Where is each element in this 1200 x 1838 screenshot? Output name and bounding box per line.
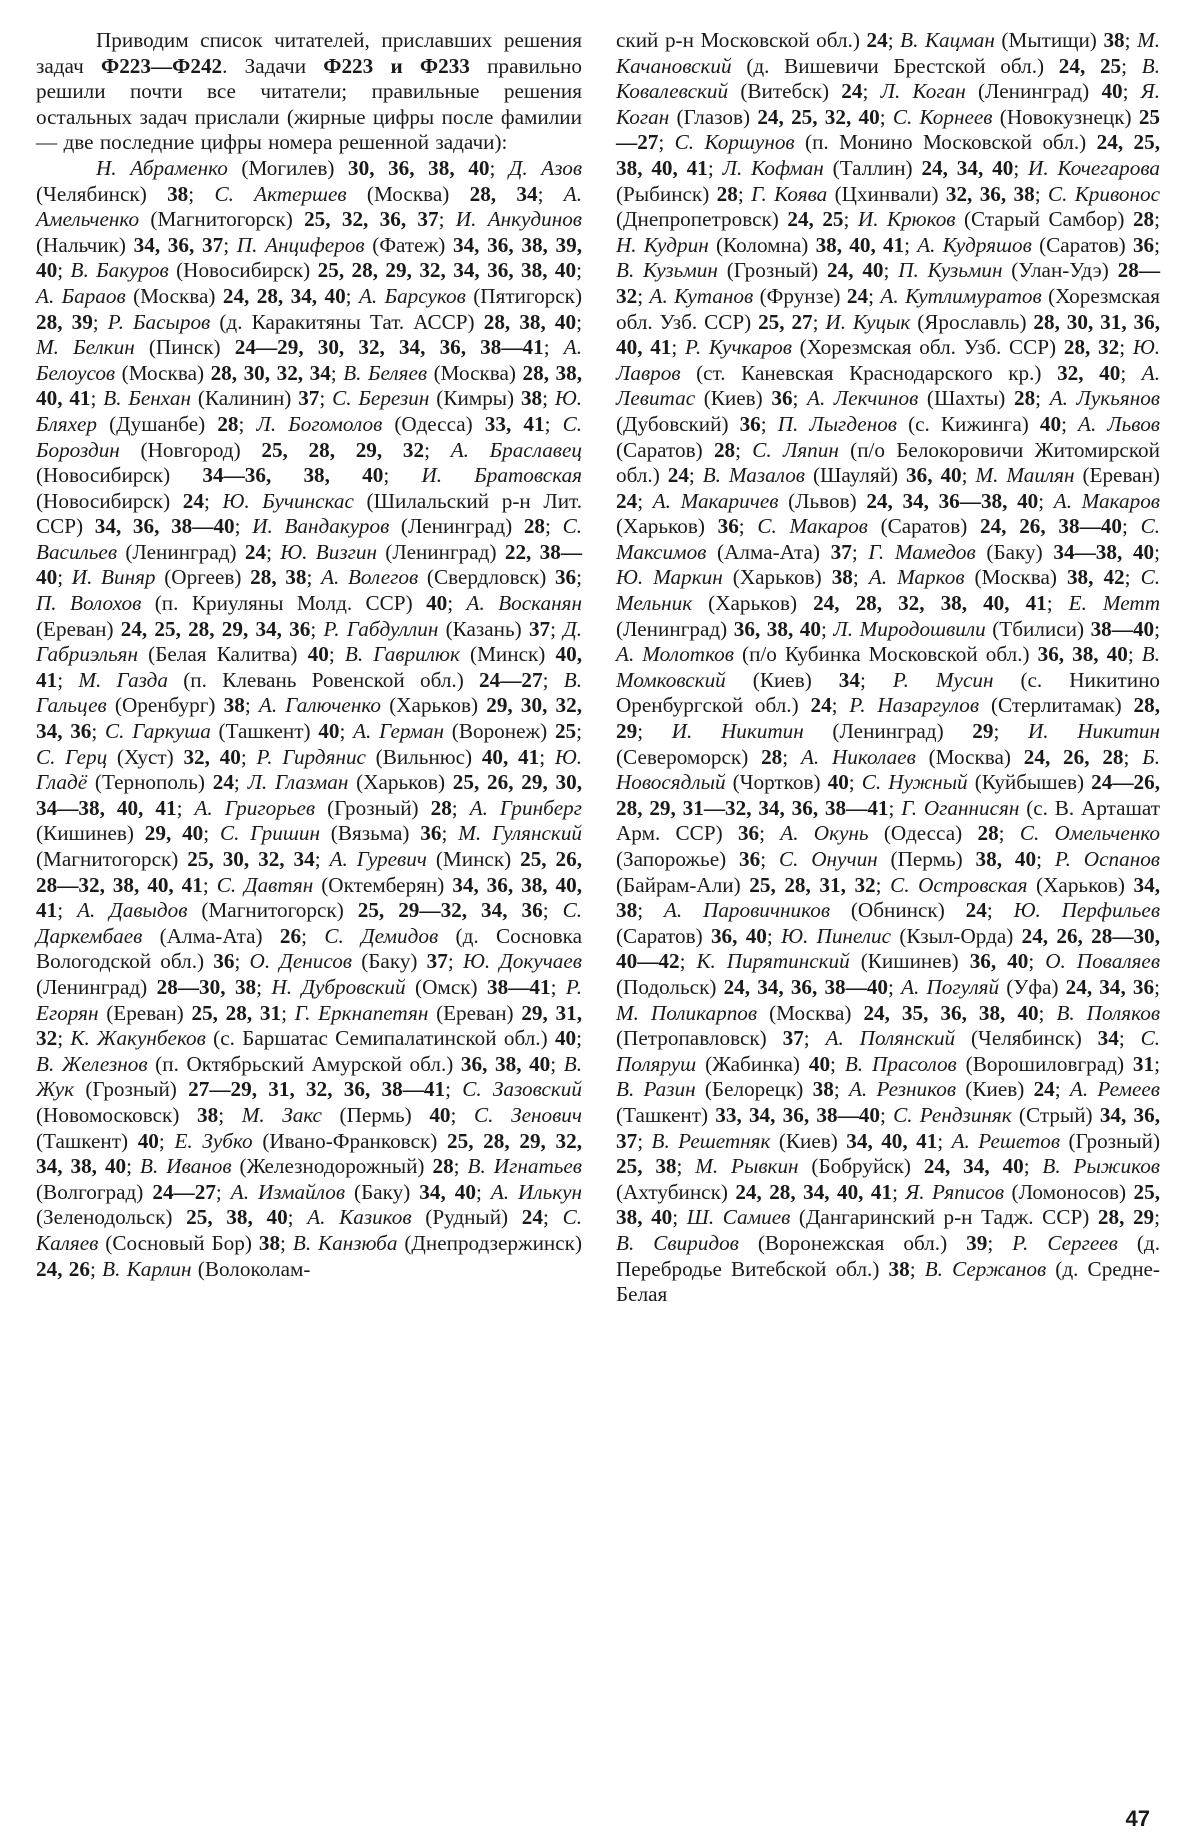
page-number: 47: [1125, 1806, 1150, 1831]
intro-paragraph: Приводим список читателей, приславших решения задач Ф223—Ф242. Задачи Ф223 и Ф233 правильно решили почти все читатели; правильные решения остальных задач прислали (жирные цифры после фамилии — две последние цифры номера решенной задачи):: [36, 28, 582, 155]
readers-list-part-2: ский р-н Московской обл.) 24; В. Кацман (Мытищи) 38; М. Качановский (д. Вишевичи Брестской обл.) 24, 25; В. Ковалевский (Витебск) 24; Л. Коган (Ленинград) 40; Я. Коган (Глазов) 24, 25, 32, 40; С. Корнеев (Новокузнецк) 25—27; С. Коршунов (п. Монино Московской обл.) 24, 25, 38, 40, 41; Л. Кофман (Таллин) 24, 34, 40; И. Кочегарова (Рыбинск) 28; Г. Коява (Цхинвали) 32, 36, 38; С. Кривонос (Днепропетровск) 24, 25; И. Крюков (Старый Самбор) 28; Н. Кудрин (Коломна) 38, 40, 41; А. Кудряшов (Саратов) 36; В. Кузьмин (Грозный) 24, 40; П. Кузьмин (Улан-Удэ) 28—32; А. Кутанов (Фрунзе) 24; А. Кутлимуратов (Хорезмская обл. Узб. ССР) 25, 27; И. Куцык (Ярославль) 28, 30, 31, 36, 40, 41; Р. Кучкаров (Хорезмская обл. Узб. ССР) 28, 32; Ю. Лавров (ст. Каневская Краснодарского кр.) 32, 40; А. Левитас (Киев) 36; А. Лекчинов (Шахты) 28; А. Лукьянов (Дубовский) 36; П. Лыгденов (с. Кижинга) 40; А. Львов (Саратов) 28; С. Ляпин (п/о Белокоровичи Житомирской обл.) 24; В. Мазалов (Шауляй) 36, 40; М. Маилян (Ереван) 24; А. Макаричев (Львов) 24, 34, 36—38, 40; А. Макаров (Харьков) 36; С. Макаров (Саратов) 24, 26, 38—40; С. Максимов (Алма-Ата) 37; Г. Мамедов (Баку) 34—38, 40; Ю. Маркин (Харьков) 38; А. Марков (Москва) 38, 42; С. Мельник (Харьков) 24, 28, 32, 38, 40, 41; Е. Метт (Ленинград) 36, 38, 40; Л. Миродошвили (Тбилиси) 38—40; А. Молотков (п/о Кубинка Московской обл.) 36, 38, 40; В. Момковский (Киев) 34; Р. Мусин (с. Никитино Оренбургской обл.) 24; Р. Назаргулов (Стерлитамак) 28, 29; И. Никитин (Ленинград) 29; И. Никитин (Североморск) 28; А. Николаев (Москва) 24, 26, 28; Б. Новосядлый (Чортков) 40; С. Нужный (Куйбышев) 24—26, 28, 29, 31—32, 34, 36, 38—41; Г. Оганнисян (с. В. Арташат Арм. ССР) 36; А. Окунь (Одесса) 28; С. Омельченко (Запорожье) 36; С. Онучин (Пермь) 38, 40; Р. Оспанов (Байрам-Али) 25, 28, 31, 32; С. Островская (Харьков) 34, 38; А. Паровичников (Обнинск) 24; Ю. Перфильев (Саратов) 36, 40; Ю. Пинелис (Кзыл-Орда) 24, 26, 28—30, 40—42; К. Пирятинский (Кишинев) 36, 40; О. Поваляев (Подольск) 24, 34, 36, 38—40; А. Погуляй (Уфа) 24, 34, 36; М. Поликарпов (Москва) 24, 35, 36, 38, 40; В. Поляков (Петропавловск) 37; А. Полянский (Челябинск) 34; С. Поляруш (Жабинка) 40; В. Прасолов (Ворошиловград) 31; В. Разин (Белорецк) 38; А. Резников (Киев) 24; А. Ремеев (Ташкент) 33, 34, 36, 38—40; С. Рендзиняк (Стрый) 34, 36, 37; В. Решетняк (Киев) 34, 40, 41; А. Решетов (Грозный) 25, 38; М. Рывкин (Бобруйск) 24, 34, 40; В. Рыжиков (Ахтубинск) 24, 28, 34, 40, 41; Я. Ряписов (Ломоносов) 25, 38, 40; Ш. Самиев (Дангаринский р-н Тадж. ССР) 28, 29; В. Свиридов (Воронежская обл.) 39; Р. Сергеев (д. Перебродье Витебской обл.) 38; В. Сержанов (д. Средне-Белая: [616, 28, 1161, 1307]
right-column: [616, 28, 1160, 1308]
left-column: [36, 28, 582, 1282]
readers-list-part-1: Н. Абраменко (Могилев) 30, 36, 38, 40; Д. Азов (Челябинск) 38; С. Актершев (Москва) 28, 34; А. Амельченко (Магнитогорск) 25, 32, 36, 37; И. Анкудинов (Нальчик) 34, 36, 37; П. Анциферов (Фатеж) 34, 36, 38, 39, 40; В. Бакуров (Новосибирск) 25, 28, 29, 32, 34, 36, 38, 40; А. Бараов (Москва) 24, 28, 34, 40; А. Барсуков (Пятигорск) 28, 39; Р. Басыров (д. Каракитяны Тат. АССР) 28, 38, 40; М. Белкин (Пинск) 24—29, 30, 32, 34, 36, 38—41; А. Белоусов (Москва) 28, 30, 32, 34; В. Беляев (Москва) 28, 38, 40, 41; В. Бенхан (Калинин) 37; С. Березин (Кимры) 38; Ю. Бляхер (Душанбе) 28; Л. Богомолов (Одесса) 33, 41; С. Бороздин (Новгород) 25, 28, 29, 32; А. Браславец (Новосибирск) 34—36, 38, 40; И. Братовская (Новосибирск) 24; Ю. Бучинскас (Шилальский р-н Лит. ССР) 34, 36, 38—40; И. Вандакуров (Ленинград) 28; С. Васильев (Ленинград) 24; Ю. Визгин (Ленинград) 22, 38—40; И. Виняр (Оргеев) 28, 38; А. Волегов (Свердловск) 36; П. Волохов (п. Криуляны Молд. ССР) 40; А. Восканян (Ереван) 24, 25, 28, 29, 34, 36; Р. Габдуллин (Казань) 37; Д. Габриэльян (Белая Калитва) 40; В. Гаврилюк (Минск) 40, 41; М. Газда (п. Клевань Ровенской обл.) 24—27; В. Гальцев (Оренбург) 38; А. Галюченко (Харьков) 29, 30, 32, 34, 36; С. Гаркуша (Ташкент) 40; А. Герман (Воронеж) 25; С. Герц (Хуст) 32, 40; Р. Гирдянис (Вильнюс) 40, 41; Ю. Гладё (Тернополь) 24; Л. Глазман (Харьков) 25, 26, 29, 30, 34—38, 40, 41; А. Григорьев (Грозный) 28; А. Гринберг (Кишинев) 29, 40; С. Гришин (Вязьма) 36; М. Гулянский (Магнитогорск) 25, 30, 32, 34; А. Гуревич (Минск) 25, 26, 28—32, 38, 40, 41; С. Давтян (Октемберян) 34, 36, 38, 40, 41; А. Давыдов (Магнитогорск) 25, 29—32, 34, 36; С. Даркембаев (Алма-Ата) 26; С. Демидов (д. Сосновка Вологодской обл.) 36; О. Денисов (Баку) 37; Ю. Докучаев (Ленинград) 28—30, 38; Н. Дубровский (Омск) 38—41; Р. Егорян (Ереван) 25, 28, 31; Г. Еркнапетян (Ереван) 29, 31, 32; К. Жакунбеков (с. Баршатас Семипалатинской обл.) 40; В. Железнов (п. Октябрьский Амурской обл.) 36, 38, 40; В. Жук (Грозный) 27—29, 31, 32, 36, 38—41; С. Зазовский (Новомосковск) 38; М. Закс (Пермь) 40; С. Зенович (Ташкент) 40; Е. Зубко (Ивано-Франковск) 25, 28, 29, 32, 34, 38, 40; В. Иванов (Железнодорожный) 28; В. Игнатьев (Волгоград) 24—27; А. Измайлов (Баку) 34, 40; А. Илькун (Зеленодольск) 25, 38, 40; А. Казиков (Рудный) 24; С. Каляев (Сосновый Бор) 38; В. Канзюба (Днепродзержинск) 24, 26; В. Карлин (Волоколам-: [36, 155, 583, 1281]
